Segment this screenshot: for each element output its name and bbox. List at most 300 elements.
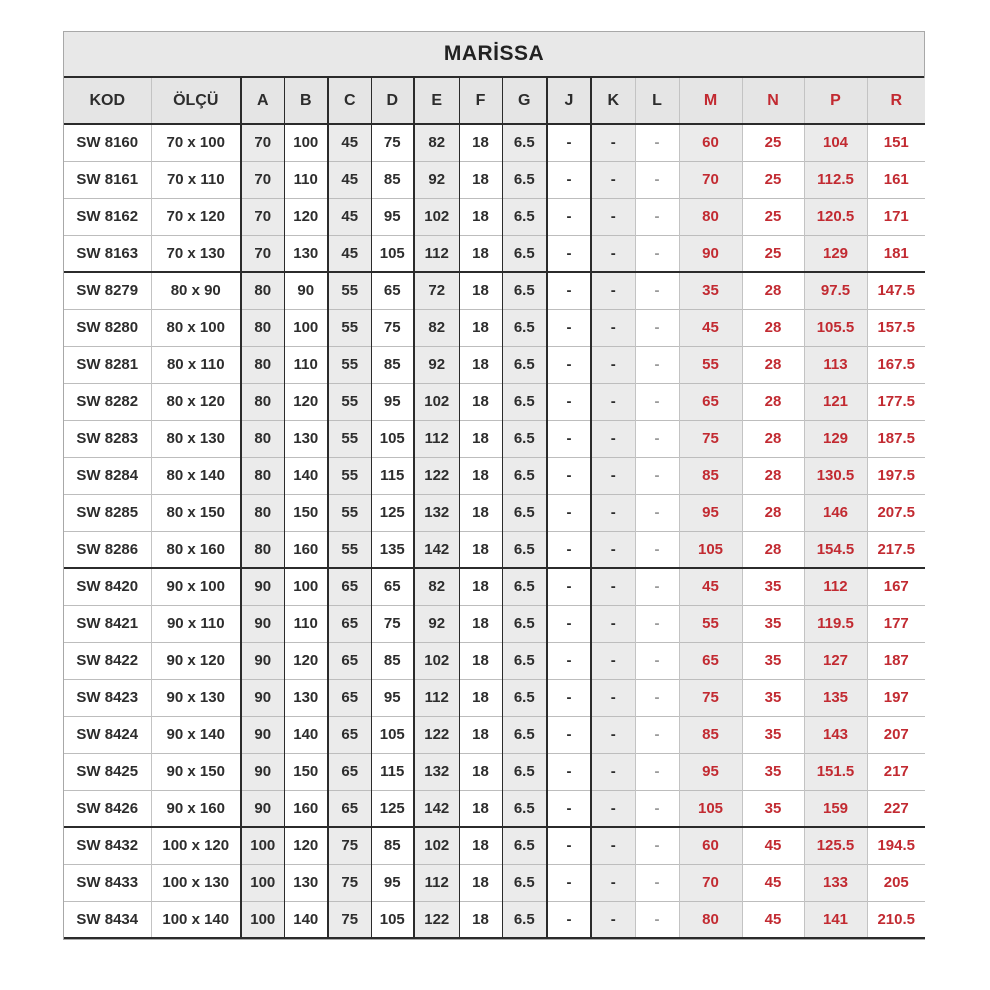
table-row [64, 494, 925, 531]
cell-g: 6.5 [502, 420, 547, 457]
cell-c: 65 [328, 790, 371, 827]
cell-e: 102 [414, 198, 459, 235]
cell-f: 18 [459, 901, 502, 938]
cell-f: 18 [459, 494, 502, 531]
cell-olcu: 80 x 160 [151, 531, 241, 568]
cell-e: 102 [414, 383, 459, 420]
table-row [64, 790, 925, 827]
cell-e: 82 [414, 309, 459, 346]
cell-r: 147.5 [867, 272, 925, 309]
cell-e: 112 [414, 864, 459, 901]
cell-k: - [591, 272, 635, 309]
cell-f: 18 [459, 420, 502, 457]
cell-e: 92 [414, 605, 459, 642]
cell-p: 125.5 [804, 827, 867, 864]
cell-c: 55 [328, 420, 371, 457]
cell-k: - [591, 457, 635, 494]
cell-d: 105 [371, 716, 414, 753]
cell-n: 28 [742, 272, 804, 309]
cell-b: 120 [284, 642, 328, 679]
cell-c: 55 [328, 531, 371, 568]
cell-p: 105.5 [804, 309, 867, 346]
cell-a: 90 [241, 716, 284, 753]
cell-l: - [635, 161, 679, 198]
cell-kod: SW 8285 [64, 494, 151, 531]
cell-olcu: 70 x 120 [151, 198, 241, 235]
cell-j: - [547, 161, 591, 198]
cell-j: - [547, 198, 591, 235]
cell-m: 45 [679, 568, 742, 605]
cell-e: 122 [414, 901, 459, 938]
cell-e: 132 [414, 753, 459, 790]
cell-j: - [547, 346, 591, 383]
cell-b: 100 [284, 568, 328, 605]
column-header-olcu: ÖLÇÜ [151, 78, 241, 124]
cell-olcu: 80 x 120 [151, 383, 241, 420]
cell-b: 130 [284, 679, 328, 716]
cell-c: 55 [328, 494, 371, 531]
table-row [64, 272, 925, 309]
cell-j: - [547, 235, 591, 272]
cell-g: 6.5 [502, 346, 547, 383]
column-header-f: F [459, 78, 502, 124]
cell-j: - [547, 753, 591, 790]
table-row [64, 235, 925, 272]
cell-j: - [547, 679, 591, 716]
cell-kod: SW 8434 [64, 901, 151, 938]
cell-r: 210.5 [867, 901, 925, 938]
cell-a: 100 [241, 864, 284, 901]
cell-g: 6.5 [502, 383, 547, 420]
cell-olcu: 90 x 160 [151, 790, 241, 827]
cell-p: 104 [804, 124, 867, 161]
cell-k: - [591, 568, 635, 605]
table-row [64, 124, 925, 161]
cell-d: 85 [371, 346, 414, 383]
cell-n: 35 [742, 679, 804, 716]
cell-g: 6.5 [502, 161, 547, 198]
cell-m: 80 [679, 901, 742, 938]
cell-kod: SW 8284 [64, 457, 151, 494]
table-row [64, 420, 925, 457]
cell-e: 102 [414, 827, 459, 864]
cell-k: - [591, 864, 635, 901]
cell-d: 125 [371, 494, 414, 531]
cell-k: - [591, 420, 635, 457]
cell-l: - [635, 864, 679, 901]
cell-k: - [591, 383, 635, 420]
cell-l: - [635, 605, 679, 642]
cell-l: - [635, 383, 679, 420]
cell-c: 55 [328, 346, 371, 383]
cell-j: - [547, 420, 591, 457]
cell-d: 75 [371, 605, 414, 642]
cell-r: 194.5 [867, 827, 925, 864]
cell-b: 160 [284, 790, 328, 827]
cell-m: 35 [679, 272, 742, 309]
cell-k: - [591, 235, 635, 272]
table-row [64, 827, 925, 864]
cell-e: 92 [414, 346, 459, 383]
cell-c: 55 [328, 309, 371, 346]
cell-r: 217 [867, 753, 925, 790]
cell-a: 80 [241, 494, 284, 531]
cell-g: 6.5 [502, 716, 547, 753]
table-row [64, 346, 925, 383]
cell-c: 65 [328, 753, 371, 790]
cell-d: 75 [371, 124, 414, 161]
cell-r: 151 [867, 124, 925, 161]
cell-g: 6.5 [502, 790, 547, 827]
table-row [64, 161, 925, 198]
cell-a: 100 [241, 827, 284, 864]
cell-e: 142 [414, 531, 459, 568]
cell-f: 18 [459, 198, 502, 235]
cell-c: 65 [328, 568, 371, 605]
page-title: MARİSSA [64, 32, 924, 78]
cell-d: 115 [371, 753, 414, 790]
cell-kod: SW 8283 [64, 420, 151, 457]
cell-r: 207 [867, 716, 925, 753]
table-row [64, 679, 925, 716]
cell-d: 85 [371, 161, 414, 198]
cell-olcu: 90 x 150 [151, 753, 241, 790]
cell-a: 80 [241, 383, 284, 420]
cell-kod: SW 8161 [64, 161, 151, 198]
cell-f: 18 [459, 679, 502, 716]
cell-olcu: 100 x 130 [151, 864, 241, 901]
cell-d: 105 [371, 420, 414, 457]
cell-m: 65 [679, 383, 742, 420]
cell-f: 18 [459, 346, 502, 383]
table-row [64, 753, 925, 790]
cell-b: 100 [284, 309, 328, 346]
cell-l: - [635, 309, 679, 346]
cell-j: - [547, 716, 591, 753]
cell-e: 82 [414, 124, 459, 161]
cell-j: - [547, 901, 591, 938]
cell-e: 82 [414, 568, 459, 605]
cell-olcu: 90 x 120 [151, 642, 241, 679]
cell-b: 140 [284, 457, 328, 494]
cell-p: 146 [804, 494, 867, 531]
cell-kod: SW 8433 [64, 864, 151, 901]
cell-p: 135 [804, 679, 867, 716]
cell-g: 6.5 [502, 864, 547, 901]
cell-f: 18 [459, 161, 502, 198]
cell-c: 65 [328, 716, 371, 753]
cell-f: 18 [459, 716, 502, 753]
dimensions-table [64, 78, 925, 939]
cell-c: 55 [328, 272, 371, 309]
cell-g: 6.5 [502, 494, 547, 531]
cell-g: 6.5 [502, 679, 547, 716]
cell-j: - [547, 272, 591, 309]
cell-kod: SW 8423 [64, 679, 151, 716]
cell-p: 130.5 [804, 457, 867, 494]
cell-m: 90 [679, 235, 742, 272]
cell-b: 130 [284, 864, 328, 901]
cell-k: - [591, 346, 635, 383]
cell-c: 45 [328, 198, 371, 235]
cell-b: 140 [284, 901, 328, 938]
cell-a: 70 [241, 124, 284, 161]
cell-k: - [591, 198, 635, 235]
table-row [64, 198, 925, 235]
cell-b: 120 [284, 198, 328, 235]
cell-l: - [635, 790, 679, 827]
cell-r: 171 [867, 198, 925, 235]
cell-r: 187.5 [867, 420, 925, 457]
cell-a: 100 [241, 901, 284, 938]
cell-c: 75 [328, 901, 371, 938]
cell-e: 122 [414, 457, 459, 494]
cell-kod: SW 8163 [64, 235, 151, 272]
cell-k: - [591, 679, 635, 716]
cell-l: - [635, 642, 679, 679]
cell-r: 207.5 [867, 494, 925, 531]
table-row [64, 605, 925, 642]
cell-n: 28 [742, 494, 804, 531]
cell-n: 35 [742, 716, 804, 753]
cell-olcu: 90 x 100 [151, 568, 241, 605]
cell-b: 110 [284, 161, 328, 198]
cell-n: 35 [742, 642, 804, 679]
cell-a: 70 [241, 235, 284, 272]
cell-kod: SW 8162 [64, 198, 151, 235]
cell-j: - [547, 790, 591, 827]
cell-olcu: 90 x 140 [151, 716, 241, 753]
cell-d: 135 [371, 531, 414, 568]
cell-c: 65 [328, 642, 371, 679]
cell-g: 6.5 [502, 309, 547, 346]
cell-p: 141 [804, 901, 867, 938]
cell-n: 25 [742, 124, 804, 161]
cell-e: 112 [414, 235, 459, 272]
cell-l: - [635, 420, 679, 457]
cell-g: 6.5 [502, 827, 547, 864]
cell-f: 18 [459, 753, 502, 790]
cell-e: 102 [414, 642, 459, 679]
column-header-k: K [591, 78, 635, 124]
cell-a: 80 [241, 420, 284, 457]
cell-p: 129 [804, 420, 867, 457]
cell-r: 197.5 [867, 457, 925, 494]
cell-m: 80 [679, 198, 742, 235]
cell-l: - [635, 494, 679, 531]
cell-kod: SW 8421 [64, 605, 151, 642]
cell-a: 90 [241, 753, 284, 790]
cell-p: 112 [804, 568, 867, 605]
cell-n: 35 [742, 605, 804, 642]
cell-l: - [635, 124, 679, 161]
cell-l: - [635, 716, 679, 753]
cell-p: 159 [804, 790, 867, 827]
column-header-j: J [547, 78, 591, 124]
cell-c: 55 [328, 457, 371, 494]
cell-p: 113 [804, 346, 867, 383]
cell-p: 97.5 [804, 272, 867, 309]
cell-m: 60 [679, 827, 742, 864]
cell-olcu: 70 x 130 [151, 235, 241, 272]
cell-g: 6.5 [502, 198, 547, 235]
cell-m: 95 [679, 753, 742, 790]
cell-r: 217.5 [867, 531, 925, 568]
cell-a: 80 [241, 272, 284, 309]
cell-olcu: 70 x 110 [151, 161, 241, 198]
cell-d: 95 [371, 383, 414, 420]
cell-n: 45 [742, 864, 804, 901]
cell-m: 55 [679, 346, 742, 383]
cell-j: - [547, 827, 591, 864]
cell-f: 18 [459, 309, 502, 346]
cell-m: 75 [679, 679, 742, 716]
cell-r: 167 [867, 568, 925, 605]
cell-kod: SW 8432 [64, 827, 151, 864]
table-row [64, 383, 925, 420]
column-header-a: A [241, 78, 284, 124]
cell-b: 90 [284, 272, 328, 309]
cell-a: 90 [241, 790, 284, 827]
header-row [64, 78, 925, 124]
cell-k: - [591, 124, 635, 161]
cell-l: - [635, 235, 679, 272]
cell-j: - [547, 642, 591, 679]
cell-olcu: 80 x 100 [151, 309, 241, 346]
cell-d: 85 [371, 642, 414, 679]
cell-k: - [591, 901, 635, 938]
cell-a: 80 [241, 531, 284, 568]
cell-l: - [635, 457, 679, 494]
column-header-d: D [371, 78, 414, 124]
cell-p: 151.5 [804, 753, 867, 790]
cell-c: 65 [328, 605, 371, 642]
cell-kod: SW 8279 [64, 272, 151, 309]
cell-m: 85 [679, 457, 742, 494]
cell-l: - [635, 753, 679, 790]
cell-b: 140 [284, 716, 328, 753]
cell-j: - [547, 383, 591, 420]
cell-olcu: 70 x 100 [151, 124, 241, 161]
column-header-g: G [502, 78, 547, 124]
cell-l: - [635, 346, 679, 383]
cell-f: 18 [459, 642, 502, 679]
cell-m: 70 [679, 161, 742, 198]
marissa-spec-table [63, 31, 925, 940]
cell-r: 177.5 [867, 383, 925, 420]
cell-f: 18 [459, 272, 502, 309]
cell-r: 187 [867, 642, 925, 679]
column-header-b: B [284, 78, 328, 124]
cell-k: - [591, 531, 635, 568]
cell-g: 6.5 [502, 457, 547, 494]
cell-d: 105 [371, 901, 414, 938]
cell-l: - [635, 901, 679, 938]
cell-r: 177 [867, 605, 925, 642]
cell-g: 6.5 [502, 605, 547, 642]
cell-n: 28 [742, 457, 804, 494]
cell-c: 45 [328, 124, 371, 161]
cell-e: 92 [414, 161, 459, 198]
cell-n: 25 [742, 161, 804, 198]
cell-g: 6.5 [502, 568, 547, 605]
cell-k: - [591, 309, 635, 346]
cell-n: 25 [742, 235, 804, 272]
cell-j: - [547, 309, 591, 346]
cell-a: 90 [241, 679, 284, 716]
cell-c: 45 [328, 235, 371, 272]
cell-k: - [591, 642, 635, 679]
cell-kod: SW 8422 [64, 642, 151, 679]
cell-kod: SW 8280 [64, 309, 151, 346]
cell-g: 6.5 [502, 124, 547, 161]
cell-p: 120.5 [804, 198, 867, 235]
cell-d: 65 [371, 568, 414, 605]
table-body [64, 124, 925, 938]
cell-r: 197 [867, 679, 925, 716]
cell-olcu: 80 x 90 [151, 272, 241, 309]
column-header-p: P [804, 78, 867, 124]
cell-n: 28 [742, 420, 804, 457]
cell-kod: SW 8286 [64, 531, 151, 568]
cell-r: 161 [867, 161, 925, 198]
cell-olcu: 90 x 110 [151, 605, 241, 642]
cell-d: 75 [371, 309, 414, 346]
cell-f: 18 [459, 124, 502, 161]
cell-p: 127 [804, 642, 867, 679]
column-header-e: E [414, 78, 459, 124]
cell-n: 28 [742, 383, 804, 420]
cell-p: 154.5 [804, 531, 867, 568]
cell-f: 18 [459, 568, 502, 605]
cell-g: 6.5 [502, 235, 547, 272]
cell-f: 18 [459, 605, 502, 642]
cell-olcu: 80 x 130 [151, 420, 241, 457]
cell-d: 95 [371, 198, 414, 235]
cell-n: 45 [742, 901, 804, 938]
cell-d: 95 [371, 864, 414, 901]
cell-g: 6.5 [502, 272, 547, 309]
cell-d: 115 [371, 457, 414, 494]
cell-m: 55 [679, 605, 742, 642]
cell-kod: SW 8160 [64, 124, 151, 161]
cell-l: - [635, 531, 679, 568]
cell-k: - [591, 753, 635, 790]
cell-c: 55 [328, 383, 371, 420]
cell-n: 25 [742, 198, 804, 235]
cell-e: 142 [414, 790, 459, 827]
column-header-c: C [328, 78, 371, 124]
cell-b: 100 [284, 124, 328, 161]
cell-j: - [547, 457, 591, 494]
cell-n: 35 [742, 568, 804, 605]
cell-e: 72 [414, 272, 459, 309]
cell-b: 110 [284, 346, 328, 383]
cell-k: - [591, 790, 635, 827]
cell-p: 112.5 [804, 161, 867, 198]
cell-n: 28 [742, 309, 804, 346]
cell-kod: SW 8425 [64, 753, 151, 790]
cell-c: 65 [328, 679, 371, 716]
cell-r: 205 [867, 864, 925, 901]
cell-a: 90 [241, 642, 284, 679]
cell-m: 70 [679, 864, 742, 901]
cell-g: 6.5 [502, 531, 547, 568]
cell-a: 90 [241, 605, 284, 642]
table-row [64, 309, 925, 346]
cell-g: 6.5 [502, 901, 547, 938]
cell-b: 150 [284, 494, 328, 531]
